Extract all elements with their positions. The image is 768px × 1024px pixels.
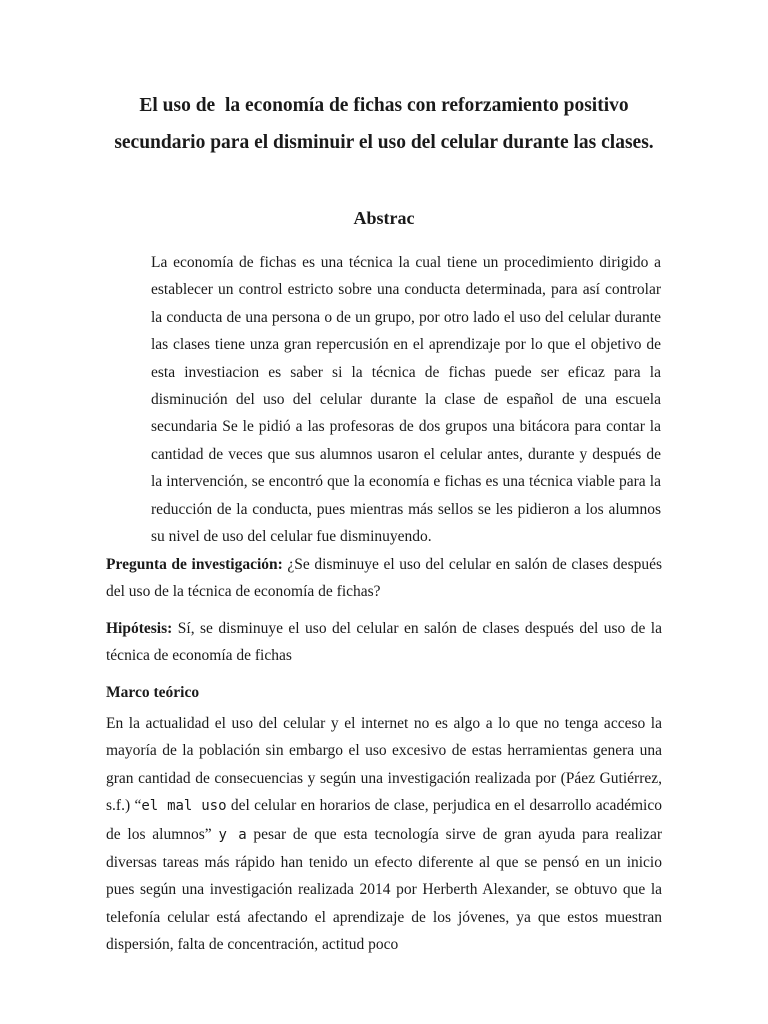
theoretical-framework-heading: Marco teórico <box>106 684 200 701</box>
theoretical-framework-paragraph <box>106 710 662 959</box>
abstract-paragraph: La economía de fichas es una técnica la cual tiene un procedimiento dirigido a establecer un control estricto sobre una conducta determinada, para así controlar la conducta de una persona o de un grupo, por otro lado el uso del celular durante las clases tiene unza gran repercusión en el aprendizaje por lo que el objetivo de esta investiacion es saber si la técnica de fichas puede ser eficaz para la disminución del uso del celular durante la clase de español de una escuela secundaria Se le pidió a las profesoras de dos grupos una bitácora para contar la cantidad de veces que sus alumnos usaron el celular antes, durante y después de la intervención, se encontró que la economía e fichas es una técnica viable para la reducción de la conducta, pues mientras más sellos se les pidieron a los alumnos su nivel de uso del celular fue disminuyendo. <box>151 254 661 546</box>
research-question-label: Pregunta de investigación: <box>106 556 283 573</box>
framework-text-part-1: En la actualidad el uso del celular y el internet no es algo a lo que no tenga acceso la mayoría de la población sin embargo el uso excesivo de estas herramientas genera una gran cantidad de consecuencias y según una investigación realizada por (Páez Gutiérrez, s.f.) “ <box>106 715 662 815</box>
abstract-heading: Abstrac <box>353 208 415 228</box>
framework-quote-start: el mal uso <box>141 798 227 815</box>
hypothesis-label: Hipótesis: <box>106 620 173 637</box>
hypothesis-paragraph <box>106 615 662 670</box>
research-question-paragraph <box>106 551 662 606</box>
framework-text-part-3: pesar de que esta tecnología sirve de gran ayuda para realizar diversas tareas más rápido han tenido un efecto diferente al que se pensó en un inicio pues según una investigación realizada 2014 por Herberth Alexander, se obtuvo que la telefonía celular está afectando el aprendizaje de los jóvenes, ya que estos muestran dispersión, falta de concentración, actitud poco <box>106 825 662 954</box>
framework-quote-end: y a <box>218 826 247 843</box>
framework-text-part-2: del celular en horarios de clase, perjudica en el desarrollo académico de los alumnos” <box>106 797 662 843</box>
document-title: El uso de la economía de fichas con reforzamiento positivo secundario para el disminuir el uso del celular durante las clases. <box>114 95 654 153</box>
research-question-text: ¿Se disminuye el uso del celular en salón de clases después del uso de la técnica de economía de fichas? <box>106 556 663 601</box>
hypothesis-text: Sí, se disminuye el uso del celular en salón de clases después del uso de la técnica de economía de fichas <box>106 620 662 665</box>
